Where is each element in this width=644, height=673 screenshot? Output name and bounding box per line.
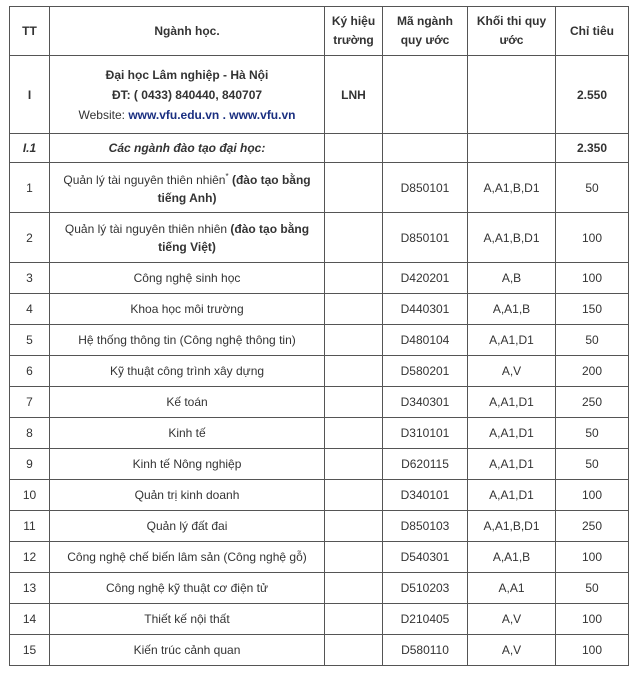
- row-major-code: D420201: [383, 263, 468, 294]
- row-major-code: D580110: [383, 635, 468, 666]
- row-school-code: [325, 356, 383, 387]
- row-major: Quản trị kinh doanh: [50, 480, 325, 511]
- row-quota: 100: [556, 542, 629, 573]
- row-school-code: [325, 387, 383, 418]
- row-block: A,V: [468, 356, 556, 387]
- university-name: Đại học Lâm nghiệp - Hà Nội: [105, 67, 269, 82]
- row-major-name: Quản lý tài nguyên thiên nhiên: [64, 221, 228, 236]
- section-tt: I.1: [10, 134, 50, 163]
- table-row: [10, 480, 629, 511]
- row-block: A,B: [468, 263, 556, 294]
- university-quota: 2.550: [556, 56, 629, 134]
- row-tt: 13: [10, 573, 50, 604]
- row-school-code: [325, 163, 383, 213]
- section-row: [10, 134, 629, 163]
- website-link-2[interactable]: www.vfu.vn: [229, 107, 296, 122]
- row-major-code: D620115: [383, 449, 468, 480]
- row-major: [50, 213, 325, 263]
- row-tt: 3: [10, 263, 50, 294]
- row-major: Hệ thống thông tin (Công nghệ thông tin): [50, 325, 325, 356]
- row-major-code: D440301: [383, 294, 468, 325]
- table-row: [10, 635, 629, 666]
- row-major: Quản lý đất đai: [50, 511, 325, 542]
- row-major: [50, 163, 325, 213]
- row-major: Kinh tế: [50, 418, 325, 449]
- row-quota: 50: [556, 449, 629, 480]
- row-block: A,A1,B,D1: [468, 511, 556, 542]
- header-block: Khối thi quy ước: [468, 7, 556, 56]
- row-tt: 4: [10, 294, 50, 325]
- row-major: Công nghệ kỹ thuật cơ điện tử: [50, 573, 325, 604]
- header-major: Ngành học.: [50, 7, 325, 56]
- row-block: A,A1,B: [468, 294, 556, 325]
- row-tt: 8: [10, 418, 50, 449]
- table-row: [10, 449, 629, 480]
- row-quota: 250: [556, 387, 629, 418]
- row-tt: 7: [10, 387, 50, 418]
- row-tt: 2: [10, 213, 50, 263]
- table-row: [10, 418, 629, 449]
- row-quota: 150: [556, 294, 629, 325]
- row-block: A,A1,B,D1: [468, 213, 556, 263]
- row-block: A,A1,B: [468, 542, 556, 573]
- row-tt: 1: [10, 163, 50, 213]
- row-block: A,A1,D1: [468, 387, 556, 418]
- table-row: [10, 511, 629, 542]
- row-tt: 10: [10, 480, 50, 511]
- table-row: [10, 356, 629, 387]
- row-block: A,V: [468, 635, 556, 666]
- row-major-name: Quản lý tài nguyên thiên nhiên: [63, 173, 226, 187]
- row-major-code: D340301: [383, 387, 468, 418]
- row-major: Kế toán: [50, 387, 325, 418]
- row-major-code: D310101: [383, 418, 468, 449]
- section-major-code: [383, 134, 468, 163]
- row-school-code: [325, 449, 383, 480]
- website-link-1[interactable]: www.vfu.edu.vn: [128, 107, 220, 122]
- university-code: LNH: [325, 56, 383, 134]
- table-row: [10, 213, 629, 263]
- row-major-sup: *: [225, 172, 229, 181]
- header-school-code: Ký hiệu trường: [325, 7, 383, 56]
- header-major-code: Mã ngành quy ước: [383, 7, 468, 56]
- row-major: Công nghệ chế biến lâm sản (Công nghệ gỗ): [50, 542, 325, 573]
- table-row: [10, 542, 629, 573]
- table-row: [10, 163, 629, 213]
- row-major-code: D480104: [383, 325, 468, 356]
- row-tt: 15: [10, 635, 50, 666]
- row-school-code: [325, 263, 383, 294]
- row-major-code: D580201: [383, 356, 468, 387]
- row-tt: 5: [10, 325, 50, 356]
- row-school-code: [325, 604, 383, 635]
- table-row: [10, 387, 629, 418]
- row-major: Kiến trúc cảnh quan: [50, 635, 325, 666]
- header-tt: TT: [10, 7, 50, 56]
- row-major: Khoa học môi trường: [50, 294, 325, 325]
- row-school-code: [325, 418, 383, 449]
- row-major-suffix: (đào tạo bằng tiếng Anh): [157, 173, 311, 205]
- row-school-code: [325, 542, 383, 573]
- table-row: [10, 573, 629, 604]
- website-label: Website:: [78, 107, 125, 122]
- row-tt: 9: [10, 449, 50, 480]
- row-block: A,A1,D1: [468, 480, 556, 511]
- row-block: A,A1: [468, 573, 556, 604]
- row-quota: 100: [556, 635, 629, 666]
- row-major: Kỹ thuật công trình xây dựng: [50, 356, 325, 387]
- row-major-code: D850101: [383, 213, 468, 263]
- row-quota: 100: [556, 213, 629, 263]
- table-row: [10, 263, 629, 294]
- row-major-suffix: (đào tạo bằng tiếng Việt): [158, 221, 310, 254]
- row-school-code: [325, 213, 383, 263]
- row-quota: 100: [556, 480, 629, 511]
- table-row: [10, 325, 629, 356]
- row-major-code: D850101: [383, 163, 468, 213]
- row-major-code: D540301: [383, 542, 468, 573]
- row-school-code: [325, 325, 383, 356]
- row-quota: 50: [556, 163, 629, 213]
- header-quota: Chỉ tiêu: [556, 7, 629, 56]
- row-block: A,A1,B,D1: [468, 163, 556, 213]
- row-quota: 100: [556, 263, 629, 294]
- row-quota: 250: [556, 511, 629, 542]
- row-tt: 14: [10, 604, 50, 635]
- university-phone: ĐT: ( 0433) 840440, 840707: [111, 87, 263, 102]
- row-major-code: D340101: [383, 480, 468, 511]
- row-block: A,A1,D1: [468, 418, 556, 449]
- row-quota: 50: [556, 325, 629, 356]
- row-major: Kinh tế Nông nghiệp: [50, 449, 325, 480]
- row-school-code: [325, 573, 383, 604]
- admissions-table: [9, 6, 629, 666]
- table-row: [10, 294, 629, 325]
- university-website: [53, 105, 321, 125]
- section-code: [325, 134, 383, 163]
- website-separator: .: [222, 107, 226, 122]
- section-quota: 2.350: [556, 134, 629, 163]
- university-major-code: [383, 56, 468, 134]
- row-school-code: [325, 480, 383, 511]
- row-major-code: D850103: [383, 511, 468, 542]
- row-major-code: D210405: [383, 604, 468, 635]
- row-school-code: [325, 511, 383, 542]
- header-row: [10, 7, 629, 56]
- row-tt: 12: [10, 542, 50, 573]
- row-block: A,V: [468, 604, 556, 635]
- row-quota: 50: [556, 418, 629, 449]
- row-tt: 11: [10, 511, 50, 542]
- row-major: Công nghệ sinh học: [50, 263, 325, 294]
- row-quota: 100: [556, 604, 629, 635]
- row-tt: 6: [10, 356, 50, 387]
- university-row: [10, 56, 629, 134]
- university-tt: I: [10, 56, 50, 134]
- row-major: Thiết kế nội thất: [50, 604, 325, 635]
- row-quota: 50: [556, 573, 629, 604]
- section-block: [468, 134, 556, 163]
- row-block: A,A1,D1: [468, 449, 556, 480]
- university-info: [50, 56, 325, 134]
- row-major-code: D510203: [383, 573, 468, 604]
- row-school-code: [325, 294, 383, 325]
- row-quota: 200: [556, 356, 629, 387]
- table-row: [10, 604, 629, 635]
- row-school-code: [325, 635, 383, 666]
- row-block: A,A1,D1: [468, 325, 556, 356]
- university-block: [468, 56, 556, 134]
- section-title: Các ngành đào tạo đại học:: [50, 134, 325, 163]
